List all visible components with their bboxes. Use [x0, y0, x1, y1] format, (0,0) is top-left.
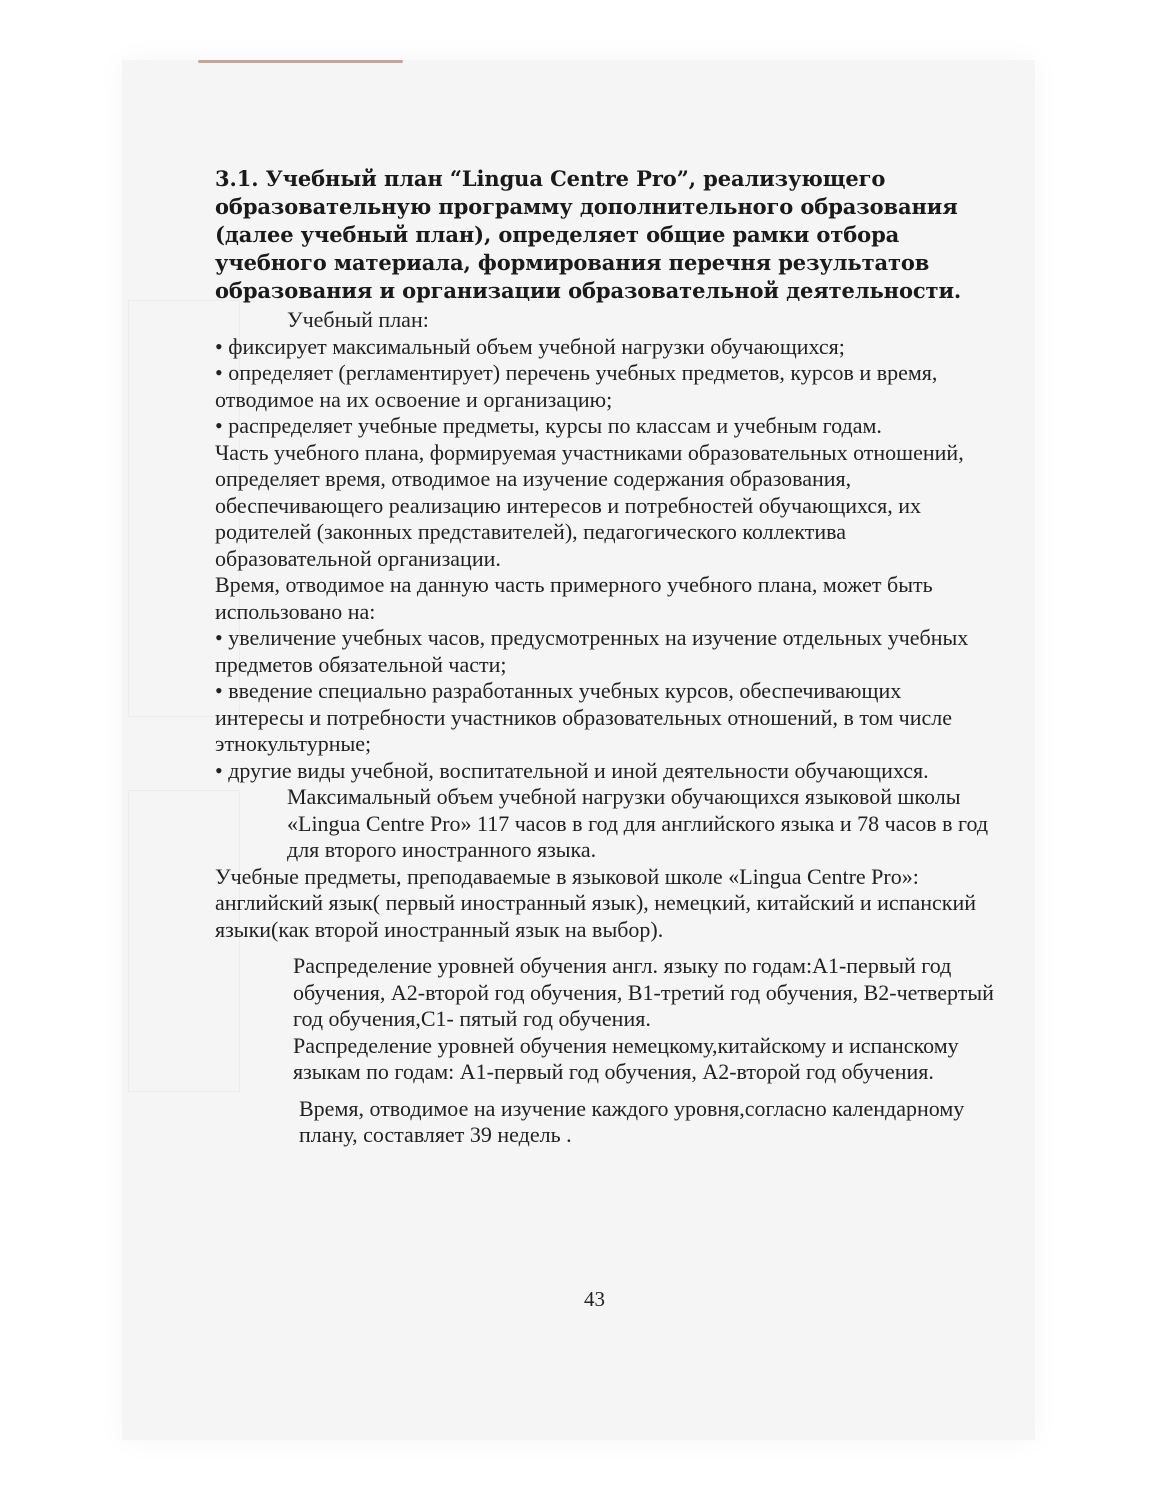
section-heading: 3.1. Учебный план “Lingua Centre Pro”, реализующего образовательную программу дополнительного образования (далее учебный план), определяет общие рамки отбора учебного материала, формирования перечня результатов образования и организации образовательной деятельности.: [215, 166, 962, 303]
paragraph-time: Время, отводимое на данную часть примерного учебного плана, может быть использовано на:: [215, 572, 933, 624]
paragraph-max-load: Максимальный объем учебной нагрузки обучающихся языковой школы «Lingua Centre Pro» 117 часов в год для английского языка и 78 часов в год для второго иностранного языка.: [287, 784, 989, 862]
bullet-item: • другие виды учебной, воспитательной и иной деятельности обучающихся.: [215, 757, 929, 783]
document-body: [215, 307, 995, 1149]
bullet-item: • введение специально разработанных учебных курсов, обеспечивающих интересы и потребности участников образовательных отношений, в том числе этнокультурные;: [215, 678, 953, 756]
paragraph-english-levels: Распределение уровней обучения англ. языку по годам:А1-первый год обучения, А2-второй год обучения, В1-третий год обучения, В2-четвертый год обучения,С1- пятый год обучения.: [293, 953, 994, 1031]
intro-line: Учебный план:: [287, 307, 429, 332]
paragraph-other-levels: Распределение уровней обучения немецкому,китайскому и испанскому языкам по годам: А1-первый год обучения, А2-второй год обучения.: [293, 1032, 959, 1084]
bullet-item: • определяет (регламентирует) перечень учебных предметов, курсов и время, отводимое на их освоение и организацию;: [215, 360, 938, 412]
paragraph-duration: Время, отводимое на изучение каждого уровня,согласно календарному плану, составляет 39 недель .: [299, 1095, 965, 1147]
paragraph-subjects: Учебные предметы, преподаваемые в языковой школе «Lingua Centre Pro»: английский язык( первый иностранный язык), немецкий, китайский и испанский языки(как второй иностранный язык на выбор).: [215, 863, 977, 942]
document-content: [215, 165, 995, 1149]
bullet-item: • увеличение учебных часов, предусмотренных на изучение отдельных учебных предметов обязательной части;: [215, 625, 969, 677]
bullet-item: • распределяет учебные предметы, курсы по классам и учебным годам.: [215, 413, 882, 438]
paragraph-part: Часть учебного плана, формируемая участниками образовательных отношений, определяет время, отводимое на изучение содержания образования, обеспечивающего реализацию интересов и потребностей обучающихся, их родителей (законных представителей), педагогического коллектива образовательной организации.: [215, 439, 964, 571]
page-number: 43: [584, 1287, 605, 1311]
page-edge-mark: [198, 60, 403, 63]
bullet-item: • фиксирует максимальный объем учебной нагрузки обучающихся;: [215, 333, 845, 359]
